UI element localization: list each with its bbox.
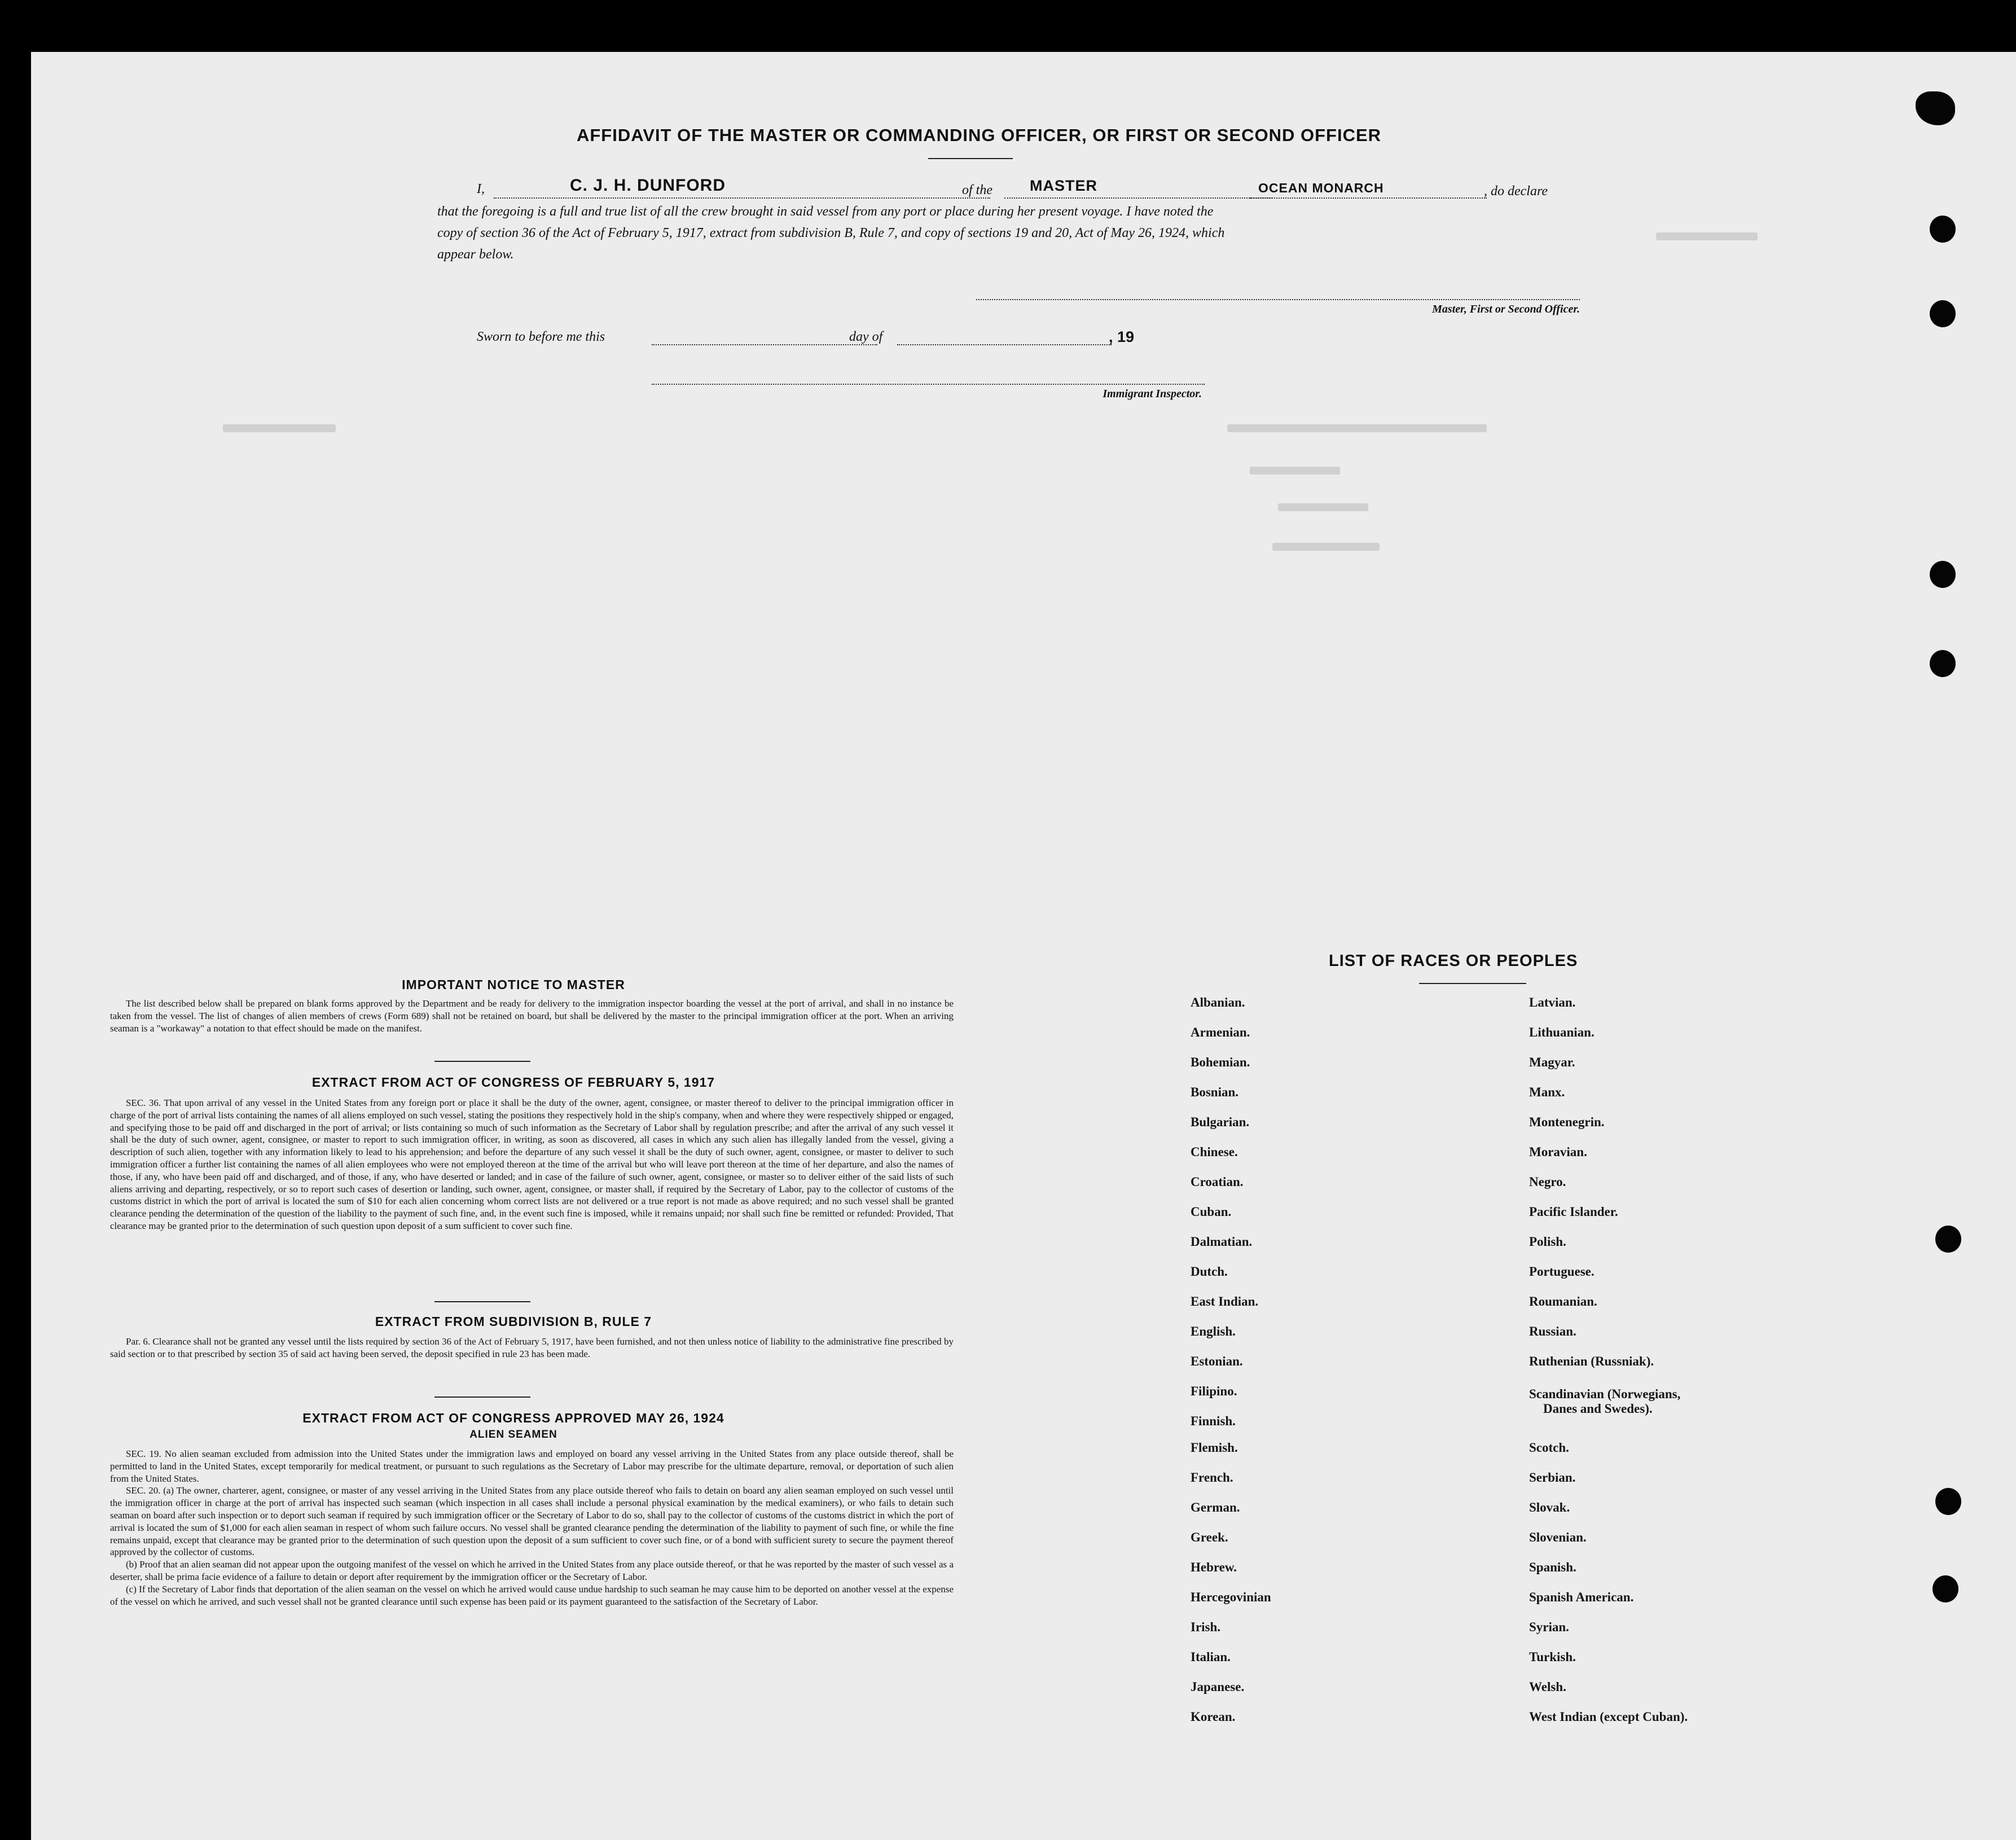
- race-item: Italian.: [1191, 1650, 1231, 1664]
- punch-hole-icon: [1930, 300, 1956, 327]
- race-item: Croatian.: [1191, 1175, 1244, 1189]
- race-item: Albanian.: [1191, 995, 1245, 1009]
- race-item: Magyar.: [1529, 1055, 1575, 1069]
- punch-hole-icon: [1930, 561, 1956, 588]
- bleed-through-mark: [1227, 424, 1487, 432]
- of-the-label: of the: [962, 183, 992, 197]
- race-item: Scotch.: [1529, 1441, 1569, 1455]
- race-item: Serbian.: [1529, 1470, 1576, 1485]
- day-of-label: day of: [849, 330, 883, 344]
- rule-7-body: [110, 1336, 954, 1360]
- sworn-month-line[interactable]: [897, 344, 1112, 345]
- inspector-caption: Immigrant Inspector.: [1103, 388, 1202, 400]
- extract-1917-title: EXTRACT FROM ACT OF CONGRESS OF FEBRUARY 5, 1917: [311, 1075, 715, 1090]
- affidavit-line-2: that the foregoing is a full and true list of all the crew brought in said vessel from any port or place during her present voyage. I have noted the: [437, 204, 1214, 219]
- race-item: Russian.: [1529, 1324, 1576, 1338]
- extract-1924-body: [110, 1448, 954, 1608]
- bleed-through-mark: [1272, 543, 1380, 551]
- extract-1924-title: EXTRACT FROM ACT OF CONGRESS APPROVED MAY 26, 1924: [302, 1411, 724, 1425]
- affidavit-line-3: copy of section 36 of the Act of February 5, 1917, extract from subdivision B, Rule 7, and copy of sections 19 and 20, Act of May 26, 1924, which: [437, 226, 1225, 240]
- race-item: Irish.: [1191, 1620, 1221, 1634]
- divider: [434, 1397, 530, 1398]
- race-item: Portuguese.: [1529, 1264, 1595, 1279]
- bleed-through-mark: [1278, 503, 1368, 511]
- bleed-through-mark: [1250, 467, 1340, 475]
- race-item: Cuban.: [1191, 1205, 1232, 1219]
- notice-title: IMPORTANT NOTICE TO MASTER: [402, 977, 625, 992]
- race-item: Ruthenian (Russniak).: [1529, 1354, 1654, 1368]
- do-declare-text: , do declare: [1484, 184, 1548, 199]
- races-title: LIST OF RACES OR PEOPLES: [1329, 952, 1578, 970]
- race-item: West Indian (except Cuban).: [1529, 1710, 1688, 1724]
- divider: [1419, 983, 1526, 984]
- sec-20c-paragraph: (c) If the Secretary of Labor finds that deportation of the alien seaman on the vessel on which he arrived would cause undue hardship to such seaman he may cause him to be deported on another vessel at the expense of the vessel on which he arrived, and such vessel shall not be granted clearance until such expense has been paid or its payment guaranteed to the satisfaction of the Secretary of Labor.: [110, 1583, 954, 1607]
- divider: [434, 1061, 530, 1062]
- vessel-name-field: OCEAN MONARCH: [1258, 181, 1384, 195]
- race-item: Finnish.: [1191, 1414, 1236, 1428]
- race-item: English.: [1191, 1324, 1236, 1338]
- vessel-line: [1250, 197, 1487, 199]
- signature-caption: Master, First or Second Officer.: [1432, 303, 1580, 315]
- divider: [434, 1301, 530, 1302]
- sec-20b-paragraph: (b) Proof that an alien seaman did not appear upon the outgoing manifest of the vessel on which he arrived in the United States from any place outside thereof, or that he was reported by the master of such vessel as a deserter, shall be prima facie evidence of a failure to detain or deport after requirement by the immigration officer or the Secretary of Labor.: [110, 1559, 954, 1582]
- extract-1917-body: [110, 1097, 954, 1232]
- race-item: Danes and Swedes).: [1543, 1402, 1653, 1416]
- race-item: Dalmatian.: [1191, 1235, 1253, 1249]
- sec-36-paragraph: SEC. 36. That upon arrival of any vessel in the United States from any foreign port or place it shall be the duty of the owner, agent, consignee, or master thereof to deliver to the principal immigration officer in charge of the port of arrival lists containing the names of all aliens employed on such vessel, stating the positions they respectively hold in the ship's company, when and where they were respectively shipped or engaged, and specifying those to be paid off and discharged in the port of arrival; or lists containing so much of such information as the Secretary of Labor shall by regulation prescribe; and after the arrival of any such vessel it shall be the duty of such owner, agent, consignee, or master to report to such immigration officer, in writing, as soon as discovered, all cases in which any such alien has illegally landed from the vessel, giving a description of such alien, together with any information likely to lead to his apprehension; and before the departure of any such vessel it shall be the duty of such owner, agent, consignee, or master to deliver to such immigration officer a further list containing the names of all alien employees who were not employed thereon at the time of the arrival but who will leave port thereon at the time of her departure, and also the names of those, if any, who have been paid off and discharged, and of those, if any, who have deserted or landed; and in case of the failure of such owner, agent, consignee, or master so to deliver either of the said lists of such aliens arriving and departing, respectively, or so to report such cases of desertion or landing, such owner, agent, consignee, or master shall, if required by the Secretary of Labor, pay to the collector of customs of the customs district in which the port of arrival is located the sum of $10 for each alien concerning whom correct lists are not delivered or a true report is not made as above required; and no such vessel shall be granted clearance pending the determination of the question of the liability to the payment of such fine, and, in the event such fine is imposed, while it remains unpaid; nor shall such fine be remitted or refunded: Provided, That clearance may be granted prior to the determination of such question upon deposit of a sum sufficient to cover such fine.: [110, 1097, 954, 1231]
- year-prefix: , 19: [1109, 328, 1135, 345]
- race-item: Korean.: [1191, 1710, 1236, 1724]
- race-item: French.: [1191, 1470, 1233, 1485]
- race-item: Hercegovinian: [1191, 1590, 1271, 1604]
- race-item: Turkish.: [1529, 1650, 1576, 1664]
- form-page: [31, 52, 2016, 1840]
- sworn-day-line[interactable]: [652, 344, 877, 345]
- signature-line[interactable]: [976, 299, 1580, 300]
- race-item: Negro.: [1529, 1175, 1566, 1189]
- race-item: Spanish.: [1529, 1560, 1576, 1574]
- race-item: Manx.: [1529, 1085, 1565, 1099]
- race-item: Estonian.: [1191, 1354, 1243, 1368]
- punch-hole-icon: [1930, 216, 1956, 243]
- sworn-label: Sworn to before me this: [477, 330, 605, 344]
- race-item: Bohemian.: [1191, 1055, 1250, 1069]
- punch-hole-icon: [1930, 650, 1956, 677]
- bleed-through-mark: [223, 424, 336, 432]
- rule-7-title: EXTRACT FROM SUBDIVISION B, RULE 7: [375, 1314, 652, 1329]
- race-item: Greek.: [1191, 1530, 1228, 1544]
- race-item: Spanish American.: [1529, 1590, 1634, 1604]
- race-item: Dutch.: [1191, 1264, 1228, 1279]
- punch-hole-icon: [1935, 1488, 1961, 1515]
- race-item: Syrian.: [1529, 1620, 1569, 1634]
- race-item: Slovenian.: [1529, 1530, 1587, 1544]
- par-6-paragraph: Par. 6. Clearance shall not be granted any vessel until the lists required by section 36 of the Act of February 5, 1917, have been furnished, and not then unless notice of liability to the administrative fine prescribed by said section or to that prescribed by section 35 of said act having been served, the deposit specified in rule 23 has been made.: [110, 1336, 954, 1359]
- notice-body: [110, 998, 954, 1034]
- bleed-through-mark: [1656, 232, 1758, 240]
- race-item: Moravian.: [1529, 1145, 1587, 1159]
- rank-line: [1004, 197, 1272, 199]
- affidavit-title: AFFIDAVIT OF THE MASTER OR COMMANDING OFFICER, OR FIRST OR SECOND OFFICER: [576, 125, 1382, 145]
- race-item: Hebrew.: [1191, 1560, 1237, 1574]
- race-item: East Indian.: [1191, 1294, 1259, 1308]
- race-item: Armenian.: [1191, 1025, 1250, 1039]
- race-item: Welsh.: [1529, 1680, 1566, 1694]
- race-item: Latvian.: [1529, 995, 1576, 1009]
- rank-field: MASTER: [1030, 177, 1097, 194]
- race-item: Filipino.: [1191, 1384, 1237, 1398]
- race-item: Polish.: [1529, 1235, 1566, 1249]
- punch-hole-icon: [1932, 1575, 1958, 1602]
- race-item: Montenegrin.: [1529, 1115, 1605, 1129]
- race-item: Bosnian.: [1191, 1085, 1239, 1099]
- race-item: Chinese.: [1191, 1145, 1238, 1159]
- master-name-field: C. J. H. DUNFORD: [570, 176, 726, 195]
- affidavit-line-4: appear below.: [437, 247, 514, 262]
- alien-seamen-subtitle: ALIEN SEAMEN: [469, 1429, 557, 1441]
- race-item: Slovak.: [1529, 1500, 1570, 1514]
- divider: [928, 158, 1013, 159]
- race-item: German.: [1191, 1500, 1240, 1514]
- race-item: Japanese.: [1191, 1680, 1245, 1694]
- race-item: Bulgarian.: [1191, 1115, 1250, 1129]
- race-item: Scandinavian (Norwegians,: [1529, 1387, 1681, 1401]
- name-line: [494, 197, 990, 199]
- race-item: Lithuanian.: [1529, 1025, 1595, 1039]
- race-item: Roumanian.: [1529, 1294, 1597, 1308]
- race-item: Pacific Islander.: [1529, 1205, 1618, 1219]
- notice-paragraph: The list described below shall be prepared on blank forms approved by the Department and be ready for delivery to the immigration inspector boarding the vessel at the port of arrival, and shall in no instance be taken from the vessel. The list of changes of alien members of crews (Form 689) shall not be retained on board, but shall be delivered by the master to the principal immigration officer at the port. When an arriving seaman is a "workaway" a notation to that effect should be made on the manifest.: [110, 998, 954, 1034]
- race-item: Flemish.: [1191, 1441, 1238, 1455]
- i-label: I,: [477, 182, 485, 196]
- sec-19-paragraph: SEC. 19. No alien seaman excluded from admission into the United States under the immigration laws and employed on board any vessel arriving in the United States from any place outside thereof, shall be permitted to land in the United States, except temporarily for medical treatment, or pursuant to such regulations as the Secretary of Labor may prescribe for the ultimate departure, removal, or deportation of such alien from the United States.: [110, 1448, 954, 1484]
- torn-corner-icon: [1916, 91, 1955, 125]
- sec-20a-paragraph: SEC. 20. (a) The owner, charterer, agent, consignee, or master of any vessel arriving in the United States from any place outside thereof who fails to detain on board any alien seaman employed on such vessel until the immigration officer in charge at the port of arrival has inspected such seaman (which inspection in all cases shall include a personal physical examination by the medical examiners), or who fails to detain such seaman on board after such inspection or to deport such seaman if required by such immigration officer or the Secretary of Labor to do so, shall pay to the collector of customs of the customs district in which the port of arrival is located the sum of $1,000 for each alien seaman in respect of whom such failure occurs. No vessel shall be granted clearance pending the determination of the liability to payment of such fine, or while the fine remains unpaid, except that clearance may be granted prior to the determination of such question upon the deposit of a sum sufficient to cover such fine, or of a bond with sufficient surety to secure the payment thereof approved by the collector of customs.: [110, 1485, 954, 1558]
- punch-hole-icon: [1935, 1226, 1961, 1253]
- inspector-signature-line[interactable]: [652, 384, 1205, 385]
